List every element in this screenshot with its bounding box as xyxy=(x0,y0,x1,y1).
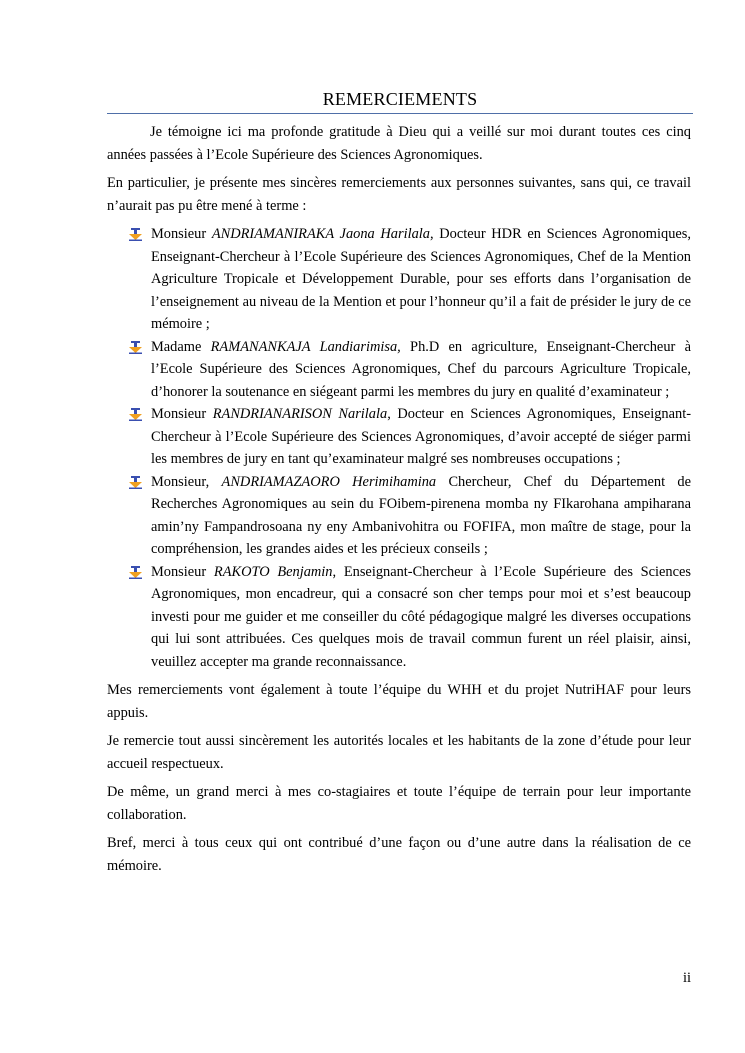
person-title: Monsieur xyxy=(151,563,214,580)
person-description: , Docteur HDR en Sciences Agronomiques, Enseignant-Chercheur à l’Ecole Supérieure des Sciences Agronomiques, Chef de la Mention Agriculture Tropicale et Développement Durable, pour ses efforts dans l’organisation de l’enseignement au niveau de la Mention et pour l’honneur qu’il a fait de présider le jury de ce mémoire ; xyxy=(151,226,691,332)
list-item xyxy=(151,223,691,336)
person-title: Monsieur xyxy=(151,406,213,422)
person-name: RAKOTO Benjamin xyxy=(213,563,333,580)
list-item xyxy=(151,336,691,404)
person-description: , Enseignant-Chercheur à l’Ecole Supérieure des Sciences Agronomiques, mon encadreur, qui a consacré son cher temps pour moi et s’est beaucoup investi pour me guider et me conseiller du côté pédagogique malgré les diverses occupations qui lui sont attribuées. Ces quelques mois de travail commun furent un réel plaisir, ainsi, veuillez accepter ma grande reconnaissance. xyxy=(151,563,691,670)
person-name: RANDRIANARISON Narilala xyxy=(212,406,388,422)
list-item xyxy=(151,561,691,674)
person-title: Monsieur xyxy=(151,226,212,242)
title-underline xyxy=(107,113,693,114)
arrow-bullet-icon xyxy=(129,341,142,354)
closing-paragraph: Bref, merci à tous ceux qui ont contribué d’une façon ou d’une autre dans la réalisation de ce mémoire. xyxy=(107,835,691,874)
page-number: ii xyxy=(683,970,691,986)
page-title: REMERCIEMENTS xyxy=(322,89,478,109)
list-item xyxy=(151,403,691,471)
closing-paragraph: Mes remerciements vont également à toute l’équipe du WHH et du projet NutriHAF pour leurs appuis. xyxy=(107,682,691,721)
person-name: ANDRIAMANIRAKA Jaona Harilala xyxy=(211,226,430,242)
arrow-bullet-icon xyxy=(129,408,142,421)
acknowledgement-list xyxy=(107,223,691,673)
person-description: Ph.D en agriculture, Enseignant-Chercheur à l’Ecole Supérieure des Sciences Agronomiques, Chef du parcours Agriculture Tropicale, d’honorer la soutenance en siégeant parmi les membres du jury en qualité d’examinateur ; xyxy=(151,338,691,400)
document-body xyxy=(107,121,691,883)
person-title: Monsieur, xyxy=(151,473,222,490)
closing-paragraph: Je remercie tout aussi sincèrement les autorités locales et les habitants de la zone d’étude pour leur accueil respectueux. xyxy=(107,733,691,772)
person-name: RAMANANKAJA Landiarimisa, xyxy=(210,338,401,355)
intro-paragraph: En particulier, je présente mes sincères remerciements aux personnes suivantes, sans qui, ce travail n’aurait pas pu être mené à terme : xyxy=(107,175,691,214)
person-description: Chercheur, Chef du Département de Recherches Agronomiques au sein du FOibem-pirenena momba ny FIkarohana ampiharana amin’ny Fampandrosoana ny eny Ambanivohitra ou FOFIFA, mon maître de stage, pour la compréhension, les grandes aides et les précieux conseils ; xyxy=(151,473,692,557)
arrow-bullet-icon xyxy=(129,476,142,489)
arrow-bullet-icon xyxy=(129,228,142,241)
intro-paragraph: Je témoigne ici ma profonde gratitude à Dieu qui a veillé sur moi durant toutes ces cinq années passées à l’Ecole Supérieure des Sciences Agronomiques. xyxy=(107,124,691,163)
person-name: ANDRIAMAZAORO Herimihamina xyxy=(221,473,437,490)
closing-paragraph: De même, un grand merci à mes co-stagiaires et toute l’équipe de terrain pour leur importante collaboration. xyxy=(107,784,691,823)
person-title: Madame xyxy=(151,338,211,355)
arrow-bullet-icon xyxy=(129,566,142,579)
list-item xyxy=(151,471,691,561)
person-description: , Docteur en Sciences Agronomiques, Enseignant-Chercheur à l’Ecole Supérieure des Sciences Agronomiques, d’avoir accepté de siéger parmi les membres de jury en tant qu’examinateur malgré ses nombreuses occupations ; xyxy=(151,406,691,467)
